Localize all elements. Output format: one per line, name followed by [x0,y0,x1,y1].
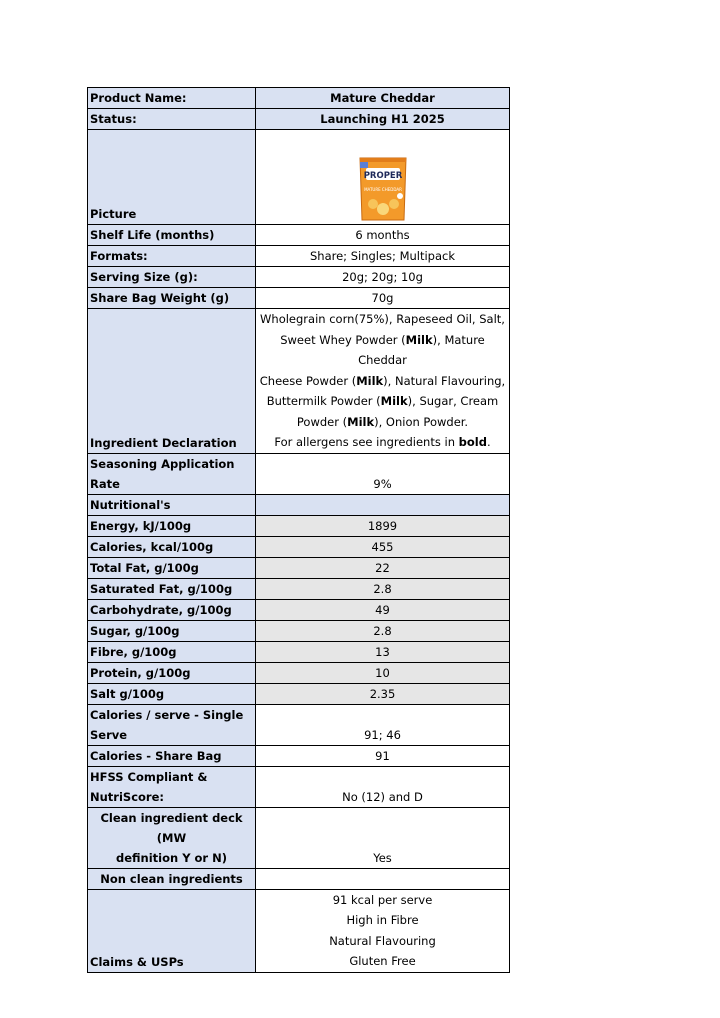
row-ingredients [88,309,510,454]
calories-single-label: Calories / serve - Single Serve [88,704,256,745]
hfss-label: HFSS Compliant & NutriScore: [88,766,256,807]
row-carbohydrate [88,599,510,620]
energy-label: Energy, kJ/100g [88,515,256,536]
row-fibre [88,641,510,662]
share-bag-weight-value: 70g [256,288,510,309]
row-calories-share [88,745,510,766]
pack-brand-text: PROPER [363,171,402,181]
total-fat-label: Total Fat, g/100g [88,557,256,578]
row-shelf-life [88,225,510,246]
seasoning-rate-value: 9% [256,453,510,494]
row-status [88,109,510,130]
status-label: Status: [88,109,256,130]
product-name-label: Product Name: [88,88,256,109]
row-protein [88,662,510,683]
row-picture [88,130,510,225]
calories-label: Calories, kcal/100g [88,536,256,557]
ingredients-label: Ingredient Declaration [88,309,256,454]
ingredients-line-1: Wholegrain corn(75%), Rapeseed Oil, Salt, [260,312,505,326]
row-sugar [88,620,510,641]
row-hfss [88,766,510,807]
ingredients-line-6: For allergens see ingredients in bold. [274,435,491,449]
carbohydrate-label: Carbohydrate, g/100g [88,599,256,620]
protein-value: 10 [256,662,510,683]
row-claims [88,889,510,972]
clean-deck-value: Yes [256,807,510,868]
clean-deck-label: Clean ingredient deck (MW definition Y or N) [88,807,256,868]
energy-value: 1899 [256,515,510,536]
protein-label: Protein, g/100g [88,662,256,683]
row-non-clean [88,868,510,889]
non-clean-label: Non clean ingredients [88,868,256,889]
nutritionals-value [256,494,510,515]
pack-flavour-text: MATURE CHEDDAR [363,187,402,192]
spec-table [87,87,510,973]
calories-share-label: Calories - Share Bag [88,745,256,766]
fibre-label: Fibre, g/100g [88,641,256,662]
row-total-fat [88,557,510,578]
ingredients-line-5: Powder (Milk), Onion Powder. [296,414,469,429]
salt-value: 2.35 [256,683,510,704]
hfss-value: No (12) and D [256,766,510,807]
row-calories-single [88,704,510,745]
ingredients-line-4: Buttermilk Powder (Milk), Sugar, Cream [266,394,499,408]
nutritionals-label: Nutritional's [88,494,256,515]
row-clean-deck [88,807,510,868]
row-energy [88,515,510,536]
serving-size-label: Serving Size (g): [88,267,256,288]
row-nutritionals [88,494,510,515]
fibre-value: 13 [256,641,510,662]
claim-item: Natural Flavouring [329,933,436,948]
seasoning-rate-label: Seasoning Application Rate [88,453,256,494]
share-bag-weight-label: Share Bag Weight (g) [88,288,256,309]
calories-value: 455 [256,536,510,557]
row-salt [88,683,510,704]
claim-item: 91 kcal per serve [332,892,433,907]
row-seasoning-rate [88,453,510,494]
sugar-label: Sugar, g/100g [88,620,256,641]
picture-cell [256,130,510,225]
calories-single-value: 91; 46 [256,704,510,745]
row-formats [88,246,510,267]
calories-share-value: 91 [256,745,510,766]
saturated-fat-value: 2.8 [256,578,510,599]
row-serving-size [88,267,510,288]
ingredients-value [256,309,510,454]
total-fat-value: 22 [256,557,510,578]
row-calories [88,536,510,557]
picture-label: Picture [88,130,256,225]
claim-item: High in Fibre [346,913,419,927]
shelf-life-label: Shelf Life (months) [88,225,256,246]
carbohydrate-value: 49 [256,599,510,620]
formats-value: Share; Singles; Multipack [256,246,510,267]
claim-item: Gluten Free [349,954,416,968]
claims-label: Claims & USPs [88,889,256,972]
saturated-fat-label: Saturated Fat, g/100g [88,578,256,599]
ingredients-line-2: Sweet Whey Powder (Milk), Mature Cheddar [280,332,485,367]
product-pack-image [356,154,410,224]
product-name-value: Mature Cheddar [256,88,510,109]
status-value: Launching H1 2025 [256,109,510,130]
non-clean-value [256,868,510,889]
sugar-value: 2.8 [256,620,510,641]
shelf-life-value: 6 months [256,225,510,246]
claims-value [256,889,510,972]
serving-size-value: 20g; 20g; 10g [256,267,510,288]
row-share-bag-weight [88,288,510,309]
row-saturated-fat [88,578,510,599]
ingredients-line-3: Cheese Powder (Milk), Natural Flavouring, [259,373,506,388]
salt-label: Salt g/100g [88,683,256,704]
formats-label: Formats: [88,246,256,267]
row-product-name [88,88,510,109]
